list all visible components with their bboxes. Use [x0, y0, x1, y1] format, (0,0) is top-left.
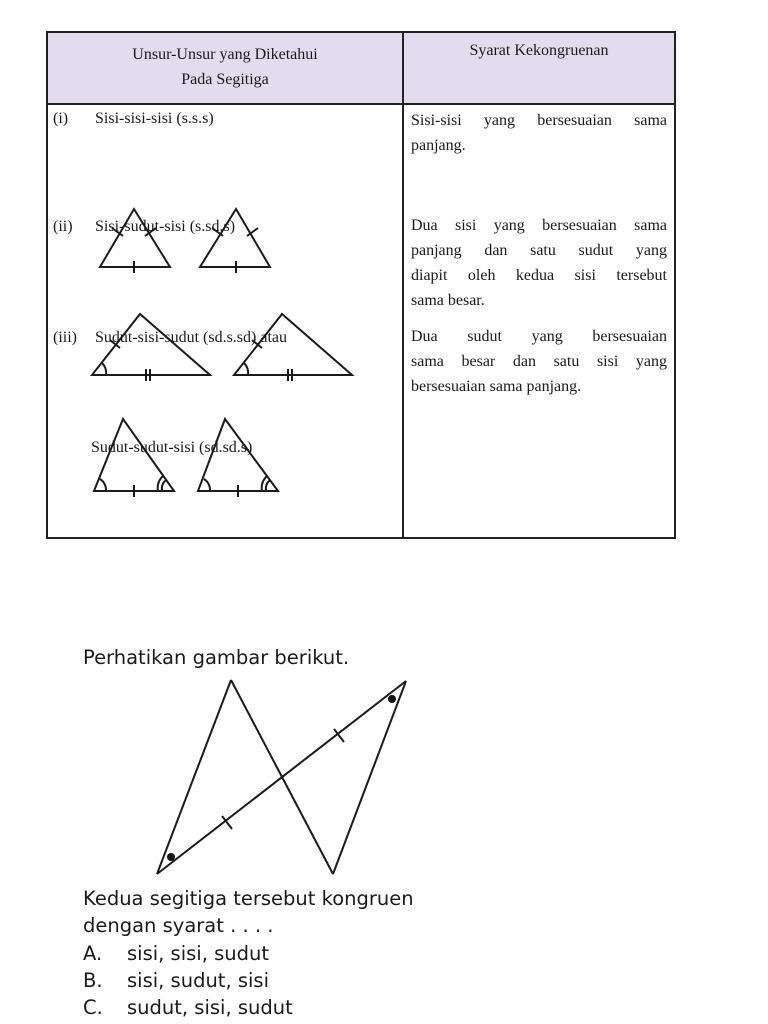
condition-iii-line: bersesuaian sama panjang.	[411, 378, 582, 395]
row-ii-name: Sisi-sudut-sisi (s.sd.s)	[95, 218, 236, 235]
condition-ii-line: sama besar.	[411, 292, 485, 309]
row-ii-number: (ii)	[53, 218, 73, 235]
option-b-text: sisi, sudut, sisi	[127, 969, 270, 992]
condition-ii-line: Dua sisi yang bersesuaian sama	[411, 217, 667, 234]
condition-iii-line: Dua sudut yang bersesuaian	[411, 328, 667, 345]
question-prompt: Perhatikan gambar berikut.	[83, 646, 350, 669]
option-a-text: sisi, sisi, sudut	[127, 942, 270, 965]
header-right-label: Syarat Kekongruenan	[469, 42, 609, 59]
header-left-line1: Unsur-Unsur yang Diketahui	[132, 46, 318, 64]
condition-i-line: panjang.	[411, 137, 466, 154]
option-b[interactable]	[83, 969, 269, 992]
row-iii-name-alt: Sudut-sudut-sisi (sd.sd.s)	[91, 439, 253, 456]
condition-ii-line: panjang dan satu sudut yang	[411, 242, 667, 259]
row-i-number: (i)	[53, 110, 69, 127]
option-c[interactable]	[83, 996, 293, 1019]
row-i-name: Sisi-sisi-sisi (s.s.s)	[95, 110, 214, 127]
row-iii-number: (iii)	[53, 329, 77, 346]
question-stem-line1: Kedua segitiga tersebut kongruen	[83, 887, 414, 910]
option-a-letter: A.	[83, 942, 103, 965]
angle-dot	[388, 695, 396, 703]
option-c-text: sudut, sisi, sudut	[127, 996, 293, 1019]
condition-iii-line: sama besar dan satu sisi yang	[411, 353, 667, 370]
angle-dot	[167, 853, 175, 861]
row-iii-name: Sudut-sisi-sudut (sd.s.sd) atau	[95, 329, 287, 346]
condition-ii-line: diapit oleh kedua sisi tersebut	[411, 267, 667, 284]
option-c-letter: C.	[83, 996, 103, 1019]
header-left-line2: Pada Segitiga	[181, 71, 269, 88]
question-stem-line2: dengan syarat . . . .	[83, 914, 274, 937]
option-b-letter: B.	[83, 969, 103, 992]
option-a[interactable]	[83, 942, 269, 965]
condition-i-line: Sisi-sisi yang bersesuaian sama	[411, 112, 667, 129]
